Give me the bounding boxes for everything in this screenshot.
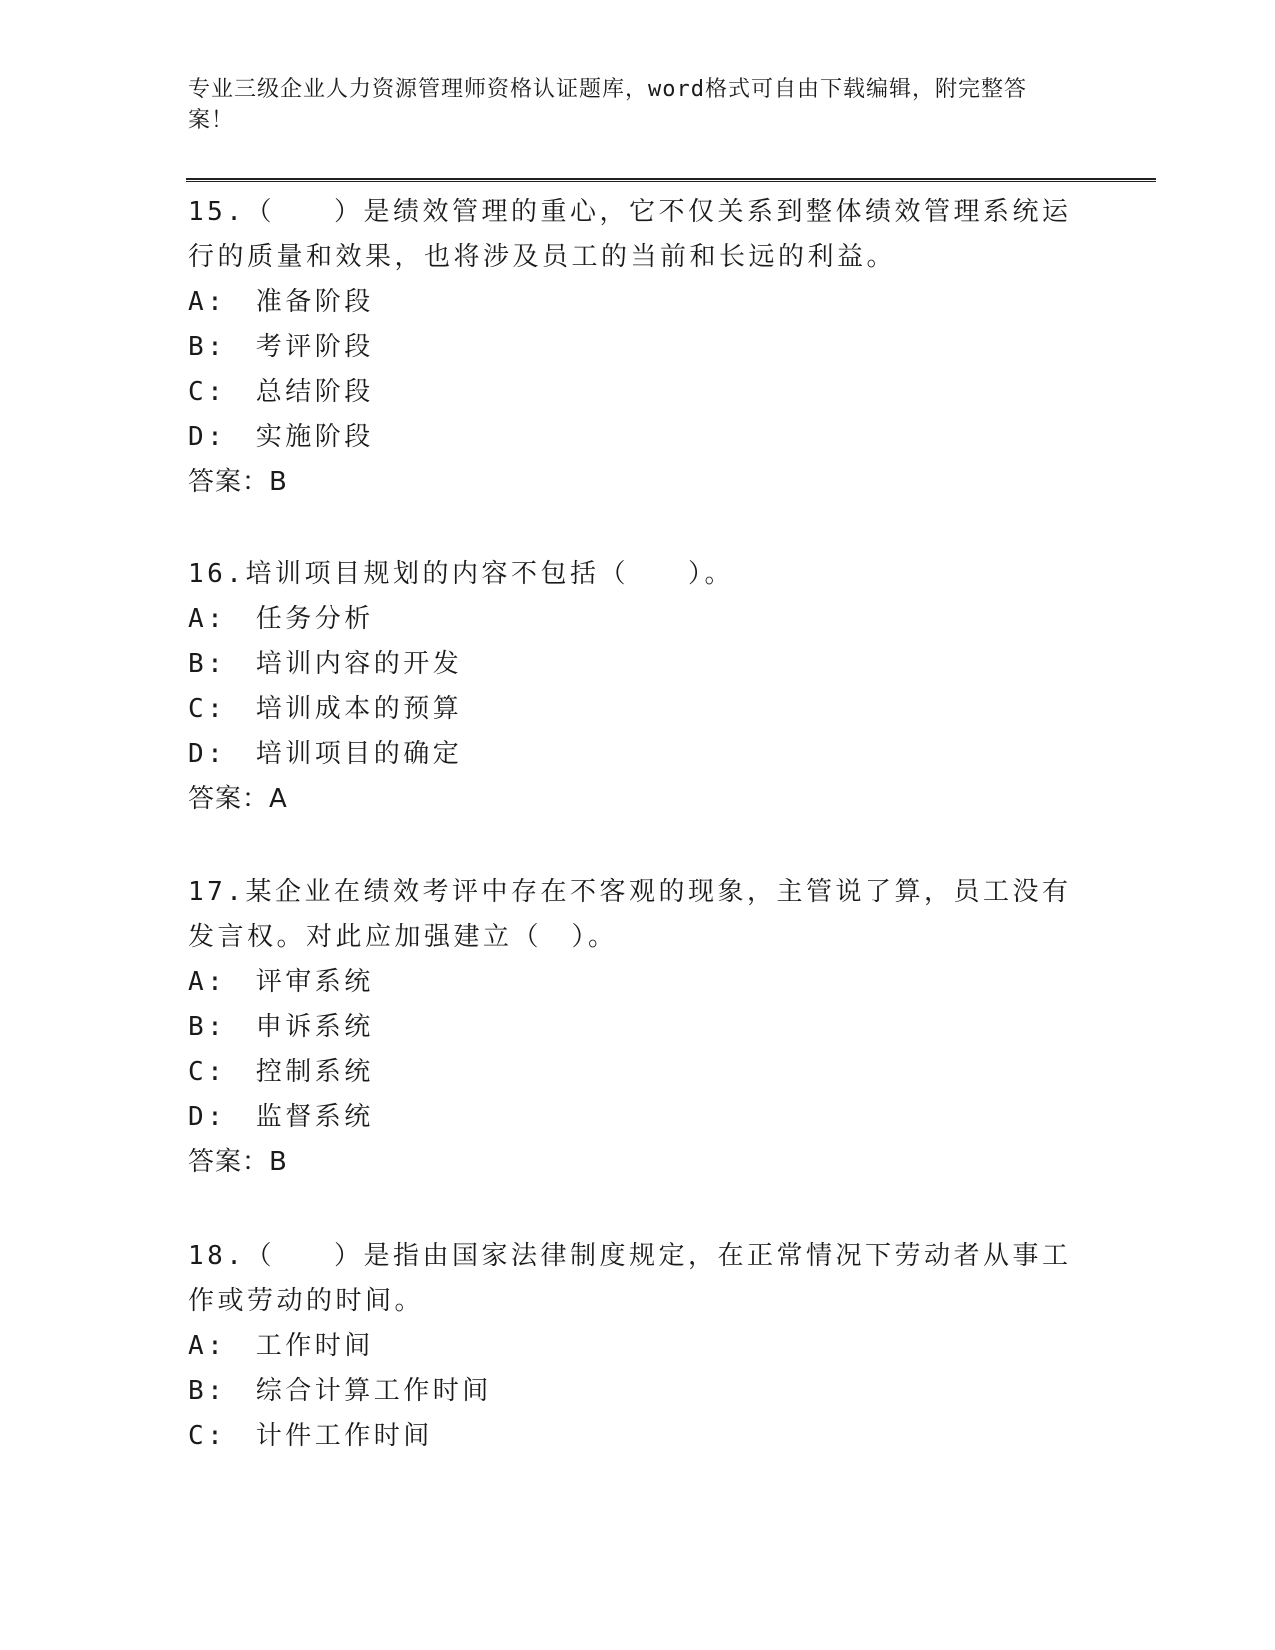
- question-16: [188, 552, 1088, 822]
- option-a: A: 工作时间: [188, 1331, 374, 1361]
- option-b: B: 培训内容的开发: [188, 649, 463, 679]
- option-c: C: 控制系统: [188, 1057, 374, 1087]
- question-17: [188, 870, 1088, 1185]
- header-divider: [186, 178, 1156, 182]
- option-a: A: 准备阶段: [188, 287, 374, 317]
- option-c: C: 计件工作时间: [188, 1421, 433, 1451]
- option-a: A: 任务分析: [188, 604, 374, 634]
- question-stem: 17.某企业在绩效考评中存在不客观的现象，主管说了算，员工没有发言权。对此应加强建立（ ）。: [188, 877, 1072, 952]
- option-d: D: 监督系统: [188, 1102, 374, 1132]
- answer: 答案：A: [188, 784, 288, 814]
- question-15: [188, 190, 1088, 505]
- option-b: B: 考评阶段: [188, 332, 374, 362]
- option-c: C: 总结阶段: [188, 377, 374, 407]
- option-b: B: 综合计算工作时间: [188, 1376, 492, 1406]
- answer: 答案：B: [188, 1147, 288, 1177]
- answer: 答案：B: [188, 467, 288, 497]
- question-stem: 16.培训项目规划的内容不包括（ ）。: [188, 559, 734, 589]
- question-stem: 15.（ ）是绩效管理的重心，它不仅关系到整体绩效管理系统运行的质量和效果，也将涉及员工的当前和长远的利益。: [188, 197, 1072, 272]
- document-header: 专业三级企业人力资源管理师资格认证题库，word格式可自由下载编辑，附完整答案！: [188, 77, 1027, 133]
- option-c: C: 培训成本的预算: [188, 694, 463, 724]
- question-stem: 18.（ ）是指由国家法律制度规定，在正常情况下劳动者从事工作或劳动的时间。: [188, 1241, 1072, 1316]
- option-a: A: 评审系统: [188, 967, 374, 997]
- option-d: D: 实施阶段: [188, 422, 374, 452]
- option-b: B: 申诉系统: [188, 1012, 374, 1042]
- question-18: [188, 1234, 1088, 1459]
- option-d: D: 培训项目的确定: [188, 739, 463, 769]
